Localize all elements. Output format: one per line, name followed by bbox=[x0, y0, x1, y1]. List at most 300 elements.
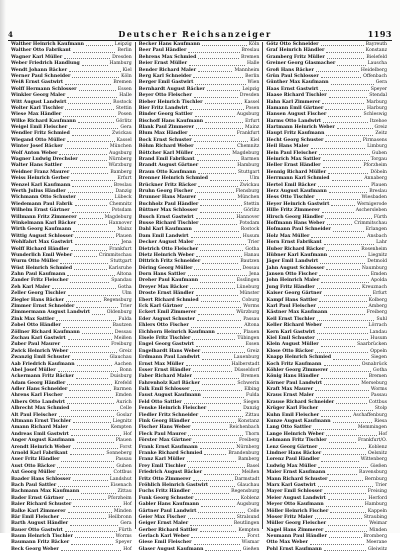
leader-dots bbox=[198, 195, 236, 199]
entry-name: Greiner Georg Glasmacher bbox=[266, 61, 336, 67]
entry-name: Auer Fritz Händler bbox=[11, 457, 60, 463]
entry-place: Harburg bbox=[367, 105, 388, 111]
entry-name: Zobel Otto Händler bbox=[11, 323, 61, 329]
entry-place: Nürnberg bbox=[236, 444, 260, 450]
entry-name: Axt Georg Müller bbox=[11, 470, 56, 476]
leader-dots bbox=[198, 170, 236, 174]
entry-place: Plauen bbox=[115, 233, 132, 239]
entry-place: Wiesbaden bbox=[361, 195, 388, 201]
entry-name: Zwanzig Emil Schuster bbox=[11, 355, 71, 361]
leader-dots bbox=[72, 74, 119, 78]
entry-place: Gera bbox=[120, 125, 132, 131]
entry-name: Lang Otto Sattler bbox=[266, 425, 312, 431]
leader-dots bbox=[68, 336, 112, 340]
entry-place: Berlin bbox=[245, 73, 260, 79]
leader-dots bbox=[315, 515, 362, 519]
entry-place: Torgau bbox=[370, 157, 388, 163]
entry-place: Apolda bbox=[370, 278, 388, 284]
entry-name: Beer Paul Händler bbox=[138, 48, 187, 54]
entry-place: Rostock bbox=[240, 227, 260, 233]
leader-dots bbox=[78, 221, 107, 225]
entry-name: Ahrens Karl Fischer bbox=[11, 393, 63, 399]
entry-place: Freiberg bbox=[238, 438, 260, 444]
entry-place: Bremen bbox=[241, 374, 260, 380]
entry-place: Speyer bbox=[115, 540, 132, 546]
entry-name: Walther Otto Fabrikant bbox=[11, 48, 71, 54]
leader-dots bbox=[62, 342, 109, 346]
leader-dots bbox=[321, 342, 355, 346]
entry-name: Bach Paul Sattler bbox=[11, 482, 57, 488]
leader-dots bbox=[64, 55, 110, 59]
entry-name: Brand Emil Fabrikant bbox=[138, 157, 195, 163]
entry-place: Leipzig bbox=[242, 86, 260, 92]
leader-dots bbox=[333, 227, 364, 231]
leader-dots bbox=[333, 355, 369, 359]
entry-name: Jäger Emil Landwirt bbox=[266, 259, 319, 265]
entry-name: John Heinrich Maler bbox=[266, 278, 320, 284]
leader-dots bbox=[66, 496, 106, 500]
entry-name: Hoffmann Hans Weber bbox=[266, 220, 325, 226]
entry-place: Oppeln bbox=[370, 348, 388, 354]
entry-name: Geiger Ernst Maler bbox=[138, 521, 189, 527]
entry-name: Gärtner Paul Landwirt bbox=[138, 508, 197, 514]
leader-dots bbox=[195, 496, 238, 500]
entry-name: Feld Otto Sattler bbox=[138, 399, 182, 405]
entry-place: Landshut bbox=[109, 476, 132, 482]
leader-dots bbox=[191, 234, 241, 238]
leader-dots bbox=[202, 259, 238, 263]
leader-dots bbox=[68, 509, 112, 513]
leader-dots bbox=[187, 457, 236, 461]
entry-name: Berger Emil Gastwirt bbox=[138, 80, 194, 86]
page-gutter-shadow bbox=[0, 0, 6, 533]
entry-name: Wiese Max Händler bbox=[11, 112, 62, 118]
leader-dots bbox=[72, 355, 108, 359]
entry-name: Braun Otto Kaufmann bbox=[138, 169, 196, 175]
leader-dots bbox=[328, 112, 361, 116]
entry-name: Haupt Fritz Kaufmann bbox=[266, 131, 325, 137]
entry-place: Plauen bbox=[115, 438, 132, 444]
entry-place: Stuttgart bbox=[237, 169, 260, 175]
leader-dots bbox=[71, 247, 107, 251]
leader-dots bbox=[333, 419, 373, 423]
entry-name: Bernhardt August Bäcker bbox=[138, 86, 205, 92]
entry-place: Ulm bbox=[249, 176, 260, 182]
leader-dots bbox=[316, 68, 359, 72]
leader-dots bbox=[67, 381, 112, 385]
entry-place: Koblenz bbox=[240, 495, 260, 501]
leader-dots bbox=[204, 451, 226, 455]
leader-dots bbox=[64, 163, 107, 167]
entry-place: Kiel bbox=[122, 67, 132, 73]
entry-name: Werner Paul Schneider bbox=[11, 73, 71, 79]
leader-dots bbox=[73, 502, 121, 506]
leader-dots bbox=[202, 355, 232, 359]
entry-place: Kiel bbox=[250, 137, 260, 143]
entry-place: Altona bbox=[116, 272, 132, 278]
leader-dots bbox=[329, 189, 367, 193]
entry-place: Stolp bbox=[374, 406, 388, 412]
leader-dots bbox=[328, 496, 367, 500]
entry-place: Augsburg bbox=[109, 150, 132, 156]
entry-place: Hamburg bbox=[237, 163, 260, 169]
entry-place: Trier bbox=[375, 482, 388, 488]
leader-dots bbox=[200, 208, 242, 212]
entry-name: Weidner Franz Maurer bbox=[11, 169, 70, 175]
leader-dots bbox=[318, 183, 369, 187]
entry-name: Andreas Emil Gastwirt bbox=[11, 431, 69, 437]
leader-dots bbox=[192, 419, 236, 423]
entry-name: Koch Fritz Kaufmann bbox=[266, 361, 322, 367]
entry-place: Leipzig bbox=[114, 42, 132, 47]
entry-place: Sonneberg bbox=[106, 451, 132, 456]
leader-dots bbox=[200, 247, 243, 251]
entry-place: Worms bbox=[370, 387, 388, 393]
leader-dots bbox=[196, 342, 244, 346]
leader-dots bbox=[194, 266, 240, 270]
leader-dots bbox=[68, 100, 111, 104]
leader-dots bbox=[325, 138, 360, 142]
leader-dots bbox=[192, 425, 227, 429]
entry-place: Marburg bbox=[366, 99, 388, 105]
entry-place: Fürth bbox=[373, 214, 388, 220]
text-column-2 bbox=[136, 42, 264, 552]
entry-name: Wiegand Otto Müller bbox=[11, 137, 66, 143]
entry-place: Lübeck bbox=[114, 195, 132, 201]
leader-dots bbox=[70, 425, 109, 429]
entry-name: Herz August Kaufmann bbox=[266, 188, 327, 194]
entry-name: Buchholz Paul Händler bbox=[138, 201, 199, 207]
entry-place: Frankfurt/O. bbox=[357, 438, 388, 444]
entry-place: Konstanz bbox=[365, 48, 388, 54]
entry-place: Chemnitz bbox=[237, 144, 260, 150]
entry-place: Elbing bbox=[244, 387, 260, 393]
leader-dots bbox=[326, 266, 360, 270]
entry-place: Aurich bbox=[116, 399, 132, 405]
entry-name: Bier Fritz Landwirt bbox=[138, 105, 188, 111]
entry-name: Eisele Fritz Tischler bbox=[138, 335, 191, 341]
leader-dots bbox=[326, 432, 376, 436]
entry-name: Wohlfahrt Max Gastwirt bbox=[11, 240, 73, 246]
entry-name: Böttcher Karl Müller bbox=[138, 150, 193, 156]
entry-place: Straubing bbox=[363, 514, 388, 520]
entry-place: Altona bbox=[244, 323, 260, 329]
entry-place: Saarbrücken bbox=[357, 342, 388, 348]
entry-place: Hof bbox=[123, 502, 132, 508]
entry-place: Plauen bbox=[371, 182, 388, 188]
leader-dots bbox=[200, 528, 237, 532]
leader-dots bbox=[188, 464, 245, 468]
entry-place: Kempten bbox=[110, 425, 132, 431]
leader-dots bbox=[71, 540, 113, 544]
leader-dots bbox=[318, 483, 374, 487]
leader-dots bbox=[81, 489, 115, 493]
entry-name: Giese Emil Fleischer bbox=[138, 540, 192, 546]
entry-name: Zschau Karl Gastwirt bbox=[11, 335, 66, 341]
entry-name: Haase Richard Tischler bbox=[266, 93, 327, 99]
entry-place: Glauchau bbox=[237, 482, 260, 488]
leader-dots bbox=[186, 362, 230, 366]
entry-place: Weimar bbox=[369, 521, 388, 527]
leader-dots bbox=[337, 125, 373, 129]
leader-dots bbox=[327, 470, 357, 474]
entry-place: Wismar bbox=[241, 540, 260, 546]
entry-name: Fröhlich Heinrich Gastwirt bbox=[138, 482, 209, 488]
entry-name: Dorn Hans Sattler bbox=[138, 272, 186, 278]
leader-dots bbox=[72, 183, 111, 187]
entry-place: Wernigerode bbox=[357, 201, 388, 207]
entry-name: Baier Richard Schuster bbox=[11, 502, 72, 508]
leader-dots bbox=[74, 266, 107, 270]
leader-dots bbox=[331, 202, 355, 206]
entry-name: Eichhorn Heinrich Kaufmann bbox=[138, 329, 215, 335]
entry-name: Busse Richard Tischler bbox=[138, 220, 199, 226]
entry-place: Aachen bbox=[114, 361, 132, 367]
leader-dots bbox=[217, 330, 242, 334]
entry-name: Mann Richard Schuster bbox=[266, 476, 328, 482]
entry-place: Erfurt bbox=[372, 291, 388, 297]
entry-place: Erfurt bbox=[117, 176, 132, 182]
entry-name: Friedrich August Bäcker bbox=[138, 470, 202, 476]
entry-place: Schleswig bbox=[363, 112, 388, 118]
entry-place: Hof bbox=[378, 431, 388, 437]
entry-place: Meerane bbox=[366, 540, 388, 546]
entry-place: Lahr bbox=[376, 240, 388, 246]
entry-place: Fulda bbox=[118, 316, 132, 322]
entry-name: Möller Heinrich Fischer bbox=[266, 508, 329, 514]
leader-dots bbox=[195, 80, 245, 84]
leader-dots bbox=[332, 176, 363, 180]
entry-name: Meyer Otto Kaufmann bbox=[266, 502, 324, 508]
entry-name: Weiss Heinrich Gerber bbox=[11, 176, 70, 182]
entry-place: Bamberg bbox=[238, 457, 260, 463]
entry-place: Karlsruhe bbox=[108, 265, 132, 271]
leader-dots bbox=[324, 323, 367, 327]
entry-place: Jena bbox=[249, 272, 260, 278]
entry-name: Zeller Georg Tischler bbox=[11, 291, 66, 297]
entry-name: Jansen Otto Fischer bbox=[266, 272, 318, 278]
leader-dots bbox=[67, 93, 117, 97]
entry-place: Köln bbox=[248, 42, 260, 47]
entry-name: Heller Ernst Händler bbox=[266, 163, 321, 169]
leader-dots bbox=[317, 285, 360, 289]
entry-name: Aab Friedrich Kaufmann bbox=[11, 361, 75, 367]
leader-dots bbox=[92, 310, 105, 314]
entry-place: Cottbus bbox=[368, 399, 388, 405]
leader-dots bbox=[329, 477, 362, 481]
leader-dots bbox=[61, 457, 113, 461]
entry-name: Ehlers Otto Fischer bbox=[138, 323, 189, 329]
leader-dots bbox=[194, 93, 238, 97]
entry-name: Bär Emil Fleischer bbox=[11, 514, 60, 520]
entry-place: Herford bbox=[368, 495, 388, 501]
entry-name: Lenz Georg Gärtner bbox=[266, 444, 318, 450]
page-title: Deutscher Reichsanzeiger bbox=[118, 29, 272, 39]
entry-name: Engel Georg Gastwirt bbox=[138, 342, 194, 348]
text-column-3 bbox=[263, 42, 390, 552]
entry-place: Landau bbox=[369, 329, 388, 335]
entry-place: Lauscha bbox=[367, 61, 388, 67]
entry-name: Wolter Karl Tischler bbox=[11, 105, 64, 111]
leader-dots bbox=[82, 330, 113, 334]
leader-dots bbox=[71, 406, 117, 410]
entry-place: Gera bbox=[375, 80, 388, 86]
entry-name: Franke Richard Schmied bbox=[138, 451, 203, 456]
leader-dots bbox=[203, 393, 244, 397]
leader-dots bbox=[76, 304, 118, 308]
entry-name: Lorenz Paul Händler bbox=[266, 457, 320, 463]
leader-dots bbox=[196, 291, 238, 295]
leader-dots bbox=[198, 310, 234, 314]
entry-name: Weber Friedrich Handlung bbox=[11, 61, 80, 67]
leader-dots bbox=[210, 483, 235, 487]
leader-dots bbox=[201, 298, 240, 302]
leader-dots bbox=[79, 87, 116, 91]
entry-place: Köln bbox=[121, 73, 132, 79]
entry-name: Bruhn Georg Fischer bbox=[138, 188, 193, 194]
leader-dots bbox=[329, 438, 356, 442]
entry-name: Harms Otto Landwirt bbox=[266, 118, 322, 124]
entry-place: Thorn bbox=[245, 431, 260, 437]
entry-name: Heyer Heinrich Gastwirt bbox=[266, 201, 330, 207]
entry-place: Nürnberg bbox=[108, 157, 132, 163]
entry-place: Basel bbox=[246, 463, 260, 469]
entry-place: Crimmitschau bbox=[354, 220, 388, 226]
leader-dots bbox=[75, 202, 108, 206]
leader-dots bbox=[310, 540, 364, 544]
entry-place: Essen bbox=[245, 342, 260, 348]
leader-dots bbox=[326, 502, 363, 506]
entry-name: Götz Otto Schneider bbox=[266, 42, 319, 47]
leader-dots bbox=[189, 61, 245, 65]
entry-place: München bbox=[237, 195, 260, 201]
entry-place: Bautzen bbox=[240, 259, 260, 265]
entry-name: Fiedler Fritz Schneider bbox=[138, 412, 199, 418]
entry-place: Halberstadt bbox=[231, 361, 260, 367]
entry-place: Emden bbox=[115, 393, 132, 399]
leader-dots bbox=[324, 381, 359, 385]
entry-name: Hess Otto Tischler bbox=[266, 195, 315, 201]
leader-dots bbox=[195, 240, 245, 244]
entry-name: Zwick Heinrich Weber bbox=[11, 348, 69, 354]
leader-dots bbox=[328, 521, 367, 525]
entry-place: Posen bbox=[117, 112, 132, 118]
text-columns bbox=[8, 42, 390, 552]
leader-dots bbox=[321, 42, 364, 46]
leader-dots bbox=[330, 310, 365, 314]
leader-dots bbox=[56, 317, 116, 321]
entry-name: Hahn Karl Zimmerer bbox=[266, 99, 321, 105]
leader-dots bbox=[191, 387, 242, 391]
entry-place: Rostock bbox=[113, 99, 132, 105]
leader-dots bbox=[58, 483, 108, 487]
leader-dots bbox=[325, 215, 372, 219]
leader-dots bbox=[70, 521, 118, 525]
entry-place: Brandenburg bbox=[228, 451, 260, 456]
entry-place: Rosenheim bbox=[361, 246, 388, 252]
entry-place: Tübingen bbox=[237, 335, 260, 341]
leader-dots bbox=[192, 489, 229, 493]
leader-dots bbox=[69, 387, 111, 391]
entry-place: Fürth bbox=[118, 527, 132, 533]
leader-dots bbox=[190, 521, 232, 525]
leader-dots bbox=[205, 547, 240, 551]
entry-name: Brandt August Gärtner bbox=[138, 163, 199, 169]
entry-name: Dam Emil Landwirt bbox=[138, 233, 189, 239]
entry-place: Merseburg bbox=[361, 380, 388, 386]
entry-name: Lehmann Fritz Tischler bbox=[266, 438, 327, 444]
leader-dots bbox=[193, 368, 232, 372]
entry-place: Lörrach bbox=[368, 323, 388, 329]
entry-name: Wolff Hermann Schlosser bbox=[11, 86, 77, 92]
entry-place: Stettin bbox=[243, 201, 260, 207]
leader-dots bbox=[73, 227, 115, 231]
entry-place: Danzig bbox=[243, 406, 260, 412]
entry-name: Arnold Karl Fabrikant bbox=[11, 451, 68, 456]
leader-dots bbox=[195, 112, 235, 116]
leader-dots bbox=[70, 349, 117, 353]
entry-place: Bautzen bbox=[112, 323, 132, 329]
leader-dots bbox=[61, 547, 121, 551]
entry-place: Heilbronn bbox=[108, 514, 132, 520]
entry-name: Klose Otto Bäcker bbox=[266, 348, 314, 354]
entry-place: Naumburg bbox=[361, 265, 388, 271]
entry-name: Kaiser Georg Gärtner bbox=[266, 291, 322, 297]
entry-place: Bremen bbox=[241, 54, 260, 60]
entry-place: Freising bbox=[367, 489, 388, 495]
entry-name: Wilke Richard Kaufmann bbox=[11, 118, 76, 124]
entry-name: Fritz Otto Zimmerer bbox=[138, 476, 191, 482]
leader-dots bbox=[321, 374, 367, 378]
leader-dots bbox=[65, 106, 113, 110]
entry-name: Moser Fritz Maler bbox=[266, 514, 313, 520]
entry-place: Itzehoe bbox=[369, 118, 388, 124]
entry-place: Augsburg bbox=[236, 112, 260, 118]
entry-place: Memmingen bbox=[357, 425, 388, 431]
entry-name: Wüst Heinrich Schmied bbox=[11, 265, 73, 271]
entry-name: Hille Fritz Zimmerer bbox=[266, 208, 320, 214]
leader-dots bbox=[322, 208, 354, 212]
entry-place: Limburg bbox=[367, 144, 388, 150]
entry-name: Förster Max Gärtner bbox=[138, 438, 192, 444]
leader-dots bbox=[191, 323, 242, 327]
leader-dots bbox=[319, 445, 366, 449]
entry-name: Pohl Ernst Kaufmann bbox=[266, 546, 322, 552]
entry-place: Passau bbox=[243, 316, 260, 322]
entry-place: Liegnitz bbox=[368, 252, 388, 258]
entry-name: Groß Hans Bäcker bbox=[266, 67, 314, 73]
leader-dots bbox=[330, 509, 366, 513]
entry-place: Heidelberg bbox=[360, 67, 388, 73]
entry-place: Hamburg bbox=[109, 61, 132, 67]
entry-place: Spandau bbox=[111, 278, 132, 284]
entry-name: Bachmann Max Kaufmann bbox=[11, 489, 80, 495]
entry-name: Zimmer Ernst Schneider bbox=[11, 304, 75, 310]
entry-place: Coburg bbox=[242, 297, 260, 303]
leader-dots bbox=[73, 419, 111, 423]
entry-place: Gleiwitz bbox=[368, 546, 388, 552]
leader-dots bbox=[198, 55, 239, 59]
leader-dots bbox=[66, 298, 102, 302]
leader-dots bbox=[200, 445, 235, 449]
entry-place: Bromberg bbox=[363, 534, 388, 540]
entry-place: Darmstadt bbox=[234, 476, 260, 482]
entry-place: Dresden bbox=[239, 93, 260, 99]
entry-place: Stendal bbox=[369, 93, 388, 99]
entry-place: Greiz bbox=[119, 348, 132, 354]
entry-place: Crimmitschau bbox=[98, 252, 132, 258]
leader-dots bbox=[196, 125, 243, 129]
